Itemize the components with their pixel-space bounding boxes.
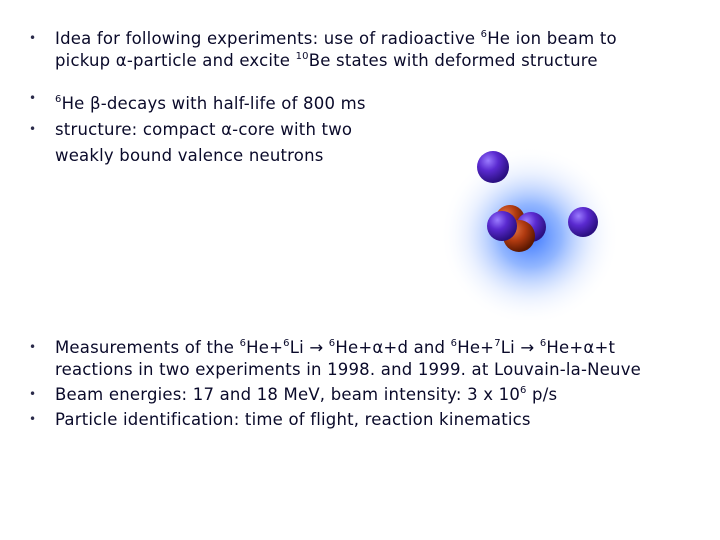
nucleus-svg [440,140,620,320]
energies-line: Beam energies: 17 and 18 MeV, beam intensity: 3 x $10^6$ p/s [55,385,558,404]
bullet-particle-identification [0,409,700,431]
core-neutron [487,211,517,241]
measurements-line-1: Measurements of the $^6$He+$^6$Li → $^6$He+α+d and $^6$He+$^7$Li → $^6$He+α+t [55,338,616,357]
helium6-nucleus-illustration [440,140,620,320]
bullet-energies [0,384,700,406]
bullet-dot: • [29,387,37,401]
measurements-line-2: reactions in two experiments in 1998. and 1999. at Louvain-la-Neuve [55,360,642,379]
structure-line-1: structure: compact α-core with two [55,120,353,139]
intro-line-2: pickup α-particle and excite $^{10}$Be states with deformed structure [55,51,598,70]
bullet-dot: • [29,122,37,136]
bullet-dot: • [29,340,37,354]
bullet-dot: • [29,412,37,426]
intro-line-1: Idea for following experiments: use of radioactive $^6$He ion beam to [55,29,617,48]
bullet-measurements [0,337,700,381]
bullet-dot: • [29,31,37,45]
structure-line-2: weakly bound valence neutrons [55,146,324,165]
bullet-dot: • [29,91,37,105]
bullet-decay [0,93,700,115]
valence-neutron [568,207,598,237]
pid-line: Particle identification: time of flight, reaction kinematics [55,410,531,429]
decay-line: $^6$He β-decays with half-life of 800 ms [55,94,366,113]
valence-neutron [477,151,509,183]
bullet-intro [0,28,700,72]
